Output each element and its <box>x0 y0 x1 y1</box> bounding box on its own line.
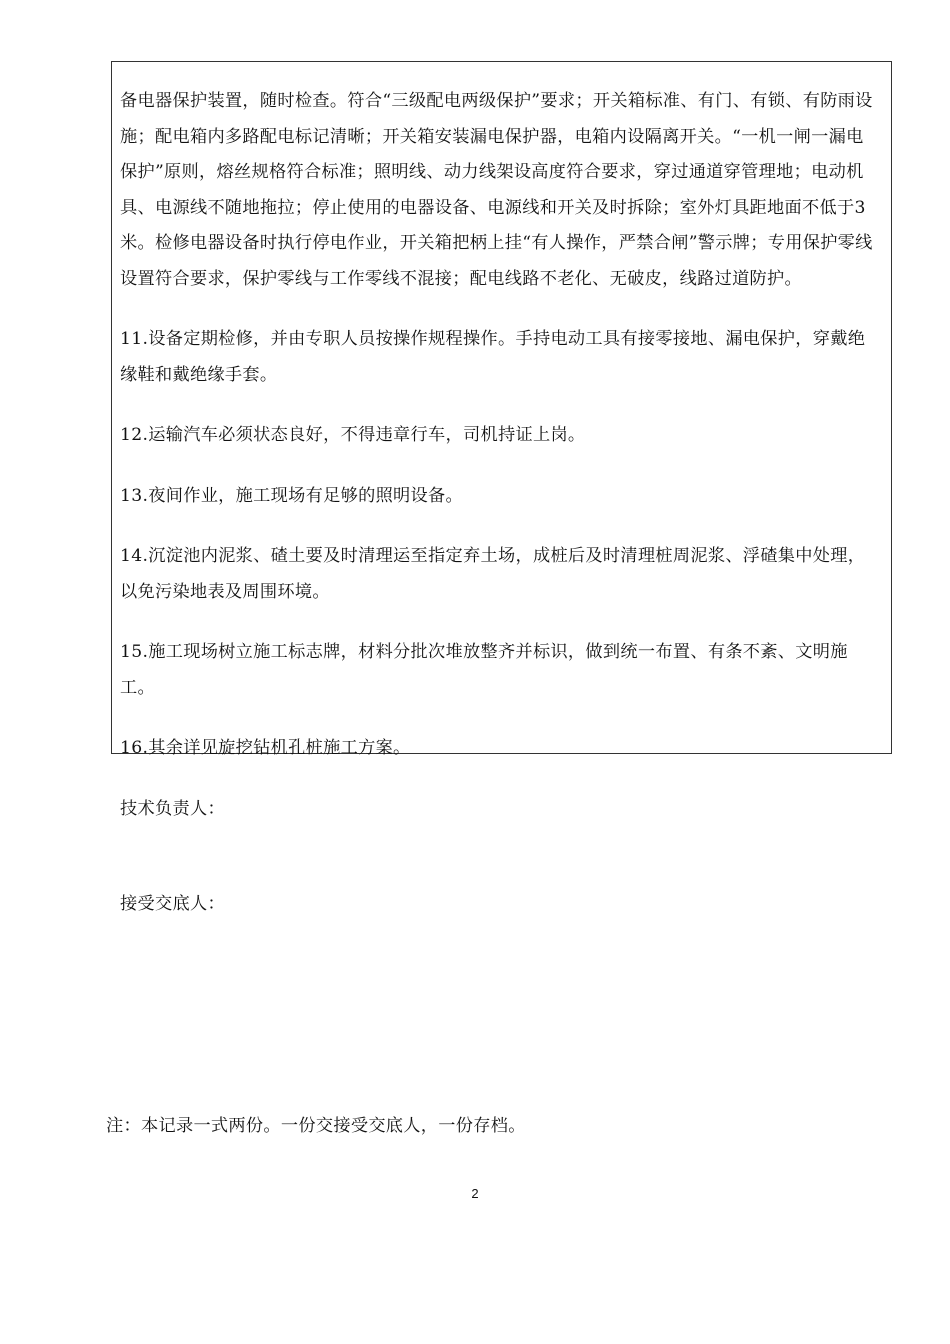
technical-lead-label: 技术负责人： <box>120 798 225 819</box>
disclosure-record-box <box>111 61 892 914</box>
record-content <box>120 84 880 923</box>
safety-requirements-paragraph: 备电器保护装置，随时检查。符合“三级配电两级保护”要求；开关箱标准、有门、有锁、有防雨设施；配电箱内多路配电标记清晰；开关箱安装漏电保护器，电箱内设隔离开关。“一机一闸一漏电保护”原则，熔丝规格符合标准；照明线、动力线架设高度符合要求，穿过通道穿管理地；电动机具、电源线不随地拖拉；停止使用的电器设备、电源线和开关及时拆除；室外灯具距地面不低于3米。检修电器设备时执行停电作业，开关箱把柄上挂“有人操作，严禁合闸”警示牌；专用保护零线设置符合要求，保护零线与工作零线不混接；配电线路不老化、无破皮，线路过道防护。 <box>120 91 873 289</box>
item-14: 14.沉淀池内泥浆、碴土要及时清理运至指定弃土场，成桩后及时清理桩周泥浆、浮碴集中处理，以免污染地表及周围环境。 <box>120 546 866 602</box>
recipient-label: 接受交底人： <box>120 894 225 914</box>
item-12: 12.运输汽车必须状态良好，不得违章行车，司机持证上岗。 <box>120 425 586 445</box>
page-number: 2 <box>471 1186 479 1201</box>
footer-note: 注：本记录一式两份。一份交接受交底人，一份存档。 <box>106 1116 526 1136</box>
item-16: 16.其余详见旋挖钻机孔桩施工方案。 <box>120 738 411 758</box>
item-11: 11.设备定期检修，并由专职人员按操作规程操作。手持电动工具有接零接地、漏电保护，穿戴绝缘鞋和戴绝缘手套。 <box>120 329 866 385</box>
technical-lead-signature-area <box>120 827 880 887</box>
item-13: 13.夜间作业，施工现场有足够的照明设备。 <box>120 485 464 506</box>
item-15: 15.施工现场树立施工标志牌，材料分批次堆放整齐并标识，做到统一布置、有条不紊、文明施工。 <box>120 642 848 698</box>
